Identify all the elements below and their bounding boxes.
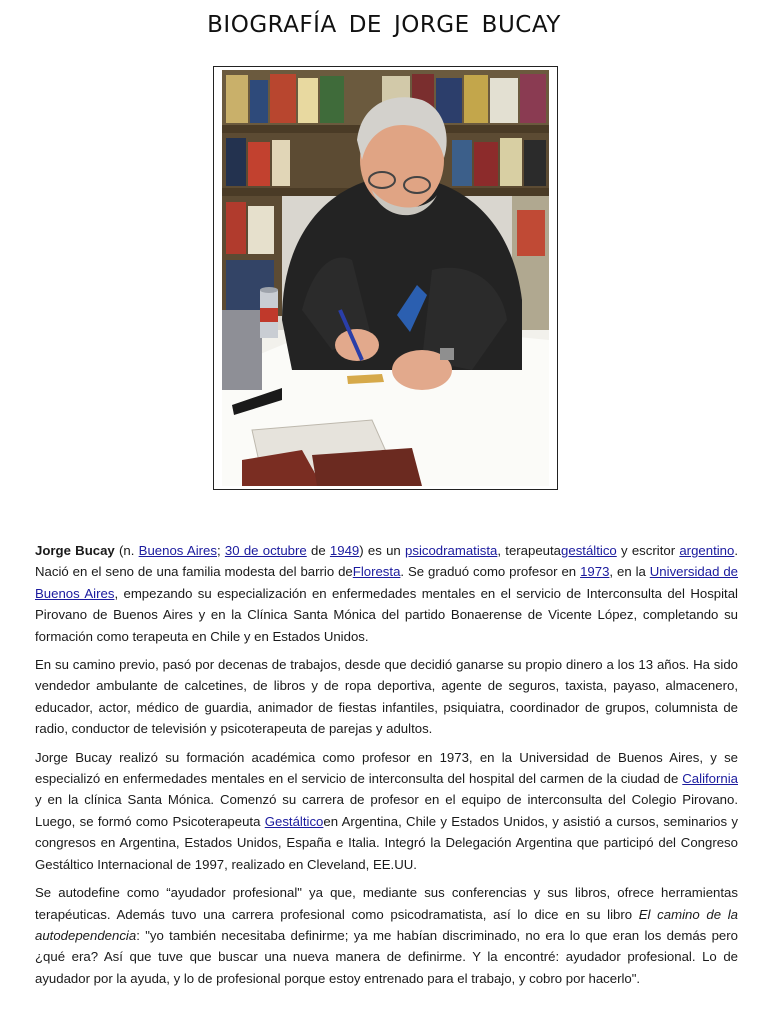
text: . Se graduó como profesor en: [400, 564, 581, 580]
text: y escritor: [616, 543, 680, 558]
text: , terapeuta: [497, 543, 562, 558]
link-argentino[interactable]: argentino: [679, 543, 735, 558]
author-photo: [213, 66, 558, 490]
title-word: DE: [348, 12, 382, 38]
link-buenos-aires[interactable]: Buenos Aires: [138, 543, 217, 558]
link-gestaltico[interactable]: gestáltico: [561, 543, 617, 558]
link-30-octubre[interactable]: 30 de octubre: [224, 543, 307, 558]
text: (n.: [114, 543, 139, 558]
person-name: Jorge Bucay: [35, 543, 115, 558]
title-word: BUCAY: [481, 12, 561, 38]
book-title: El camino de la autodependencia: [35, 906, 738, 943]
link-floresta[interactable]: Floresta: [352, 564, 401, 580]
text: , en la: [609, 564, 650, 580]
title-word: BIOGRAFÍA: [207, 12, 337, 38]
text: y en la clínica Santa Mónica. Comenzó su carrera de profesor en el equipo de interconsulta del Colegio Pirovano. Luego, se formó como Psicoterapeuta: [35, 792, 738, 829]
text: ) es un: [359, 543, 406, 558]
link-psicodramatista[interactable]: psicodramatista: [405, 543, 498, 558]
link-universidad-buenos-aires[interactable]: Universidad de Buenos Aires: [35, 564, 739, 601]
author-photo-illustration: [222, 70, 549, 486]
text: , empezando su especialización en enfermedades mentales en el servicio de Interconsulta del Hospital Pirovano de Buenos Aires y en la Clínica Santa Mónica del partido Bonaerense de Vicente López, completando su formación como terapeuta en Chile y en Estados Unidos.: [35, 585, 738, 644]
text: en Argentina, Chile y Estados Unidos, y asistió a cursos, seminarios y congresos en Argentina, Estados Unidos, España e Italia. Integró la Delegación Argentina que participó del Congreso Gestáltico Internacional de 1997, realizado en Cleveland, EE.UU.: [35, 813, 738, 872]
biography-text: [35, 540, 738, 996]
text: de: [306, 543, 330, 558]
paragraph-education: [35, 747, 738, 875]
text: : "yo también necesitaba definirme; ya me habían discriminado, no era lo que eran los demás pero ¿qué era? Así que tuve que buscar una nueva manera de definirme. Y la encontré: ayudador profesional. Lo de ayudador por la ayuda, y lo de profesional porque estoy entrenado para el trabajo, y cobro por hacerlo".: [35, 927, 738, 986]
link-1949[interactable]: 1949: [329, 543, 360, 558]
paragraph-self-definition: [35, 882, 738, 989]
link-1973[interactable]: 1973: [580, 564, 610, 580]
paragraph-jobs: En su camino previo, pasó por decenas de trabajos, desde que decidió ganarse su propio dinero a los 13 años. Ha sido vendedor ambulante de calcetines, de libros y de ropa deportiva, agente de seguros, taxista, payaso, almacenero, educador, actor, médico de guardia, animador de fiestas infantiles, psiquiatra, coordinador de grupos, columnista de radio, conductor de televisión y psicoterapeuta de parejas y adultos.: [35, 657, 738, 737]
paragraph-intro: [35, 540, 738, 647]
page-title: [0, 12, 768, 38]
text: Se autodefine como “ayudador profesional" ya que, mediante sus conferencias y sus libros, ofrece herramientas terapéuticas. Además tuvo una carrera profesional como psicodramatista, así lo dice en su libro: [35, 885, 738, 922]
text: Jorge Bucay realizó su formación académica como profesor en 1973, en la Universidad de Buenos Aires, y se especializó en enfermedades mentales en el servicio de interconsulta del hospital del carmen de la ciudad de: [35, 749, 738, 787]
title-word: JORGE: [393, 12, 470, 38]
text: ;: [216, 543, 225, 558]
link-california[interactable]: California: [682, 771, 738, 787]
text: . Nació en el seno de una familia modesta del barrio de: [35, 543, 739, 580]
link-gestaltico-2[interactable]: Gestáltico: [264, 813, 324, 829]
